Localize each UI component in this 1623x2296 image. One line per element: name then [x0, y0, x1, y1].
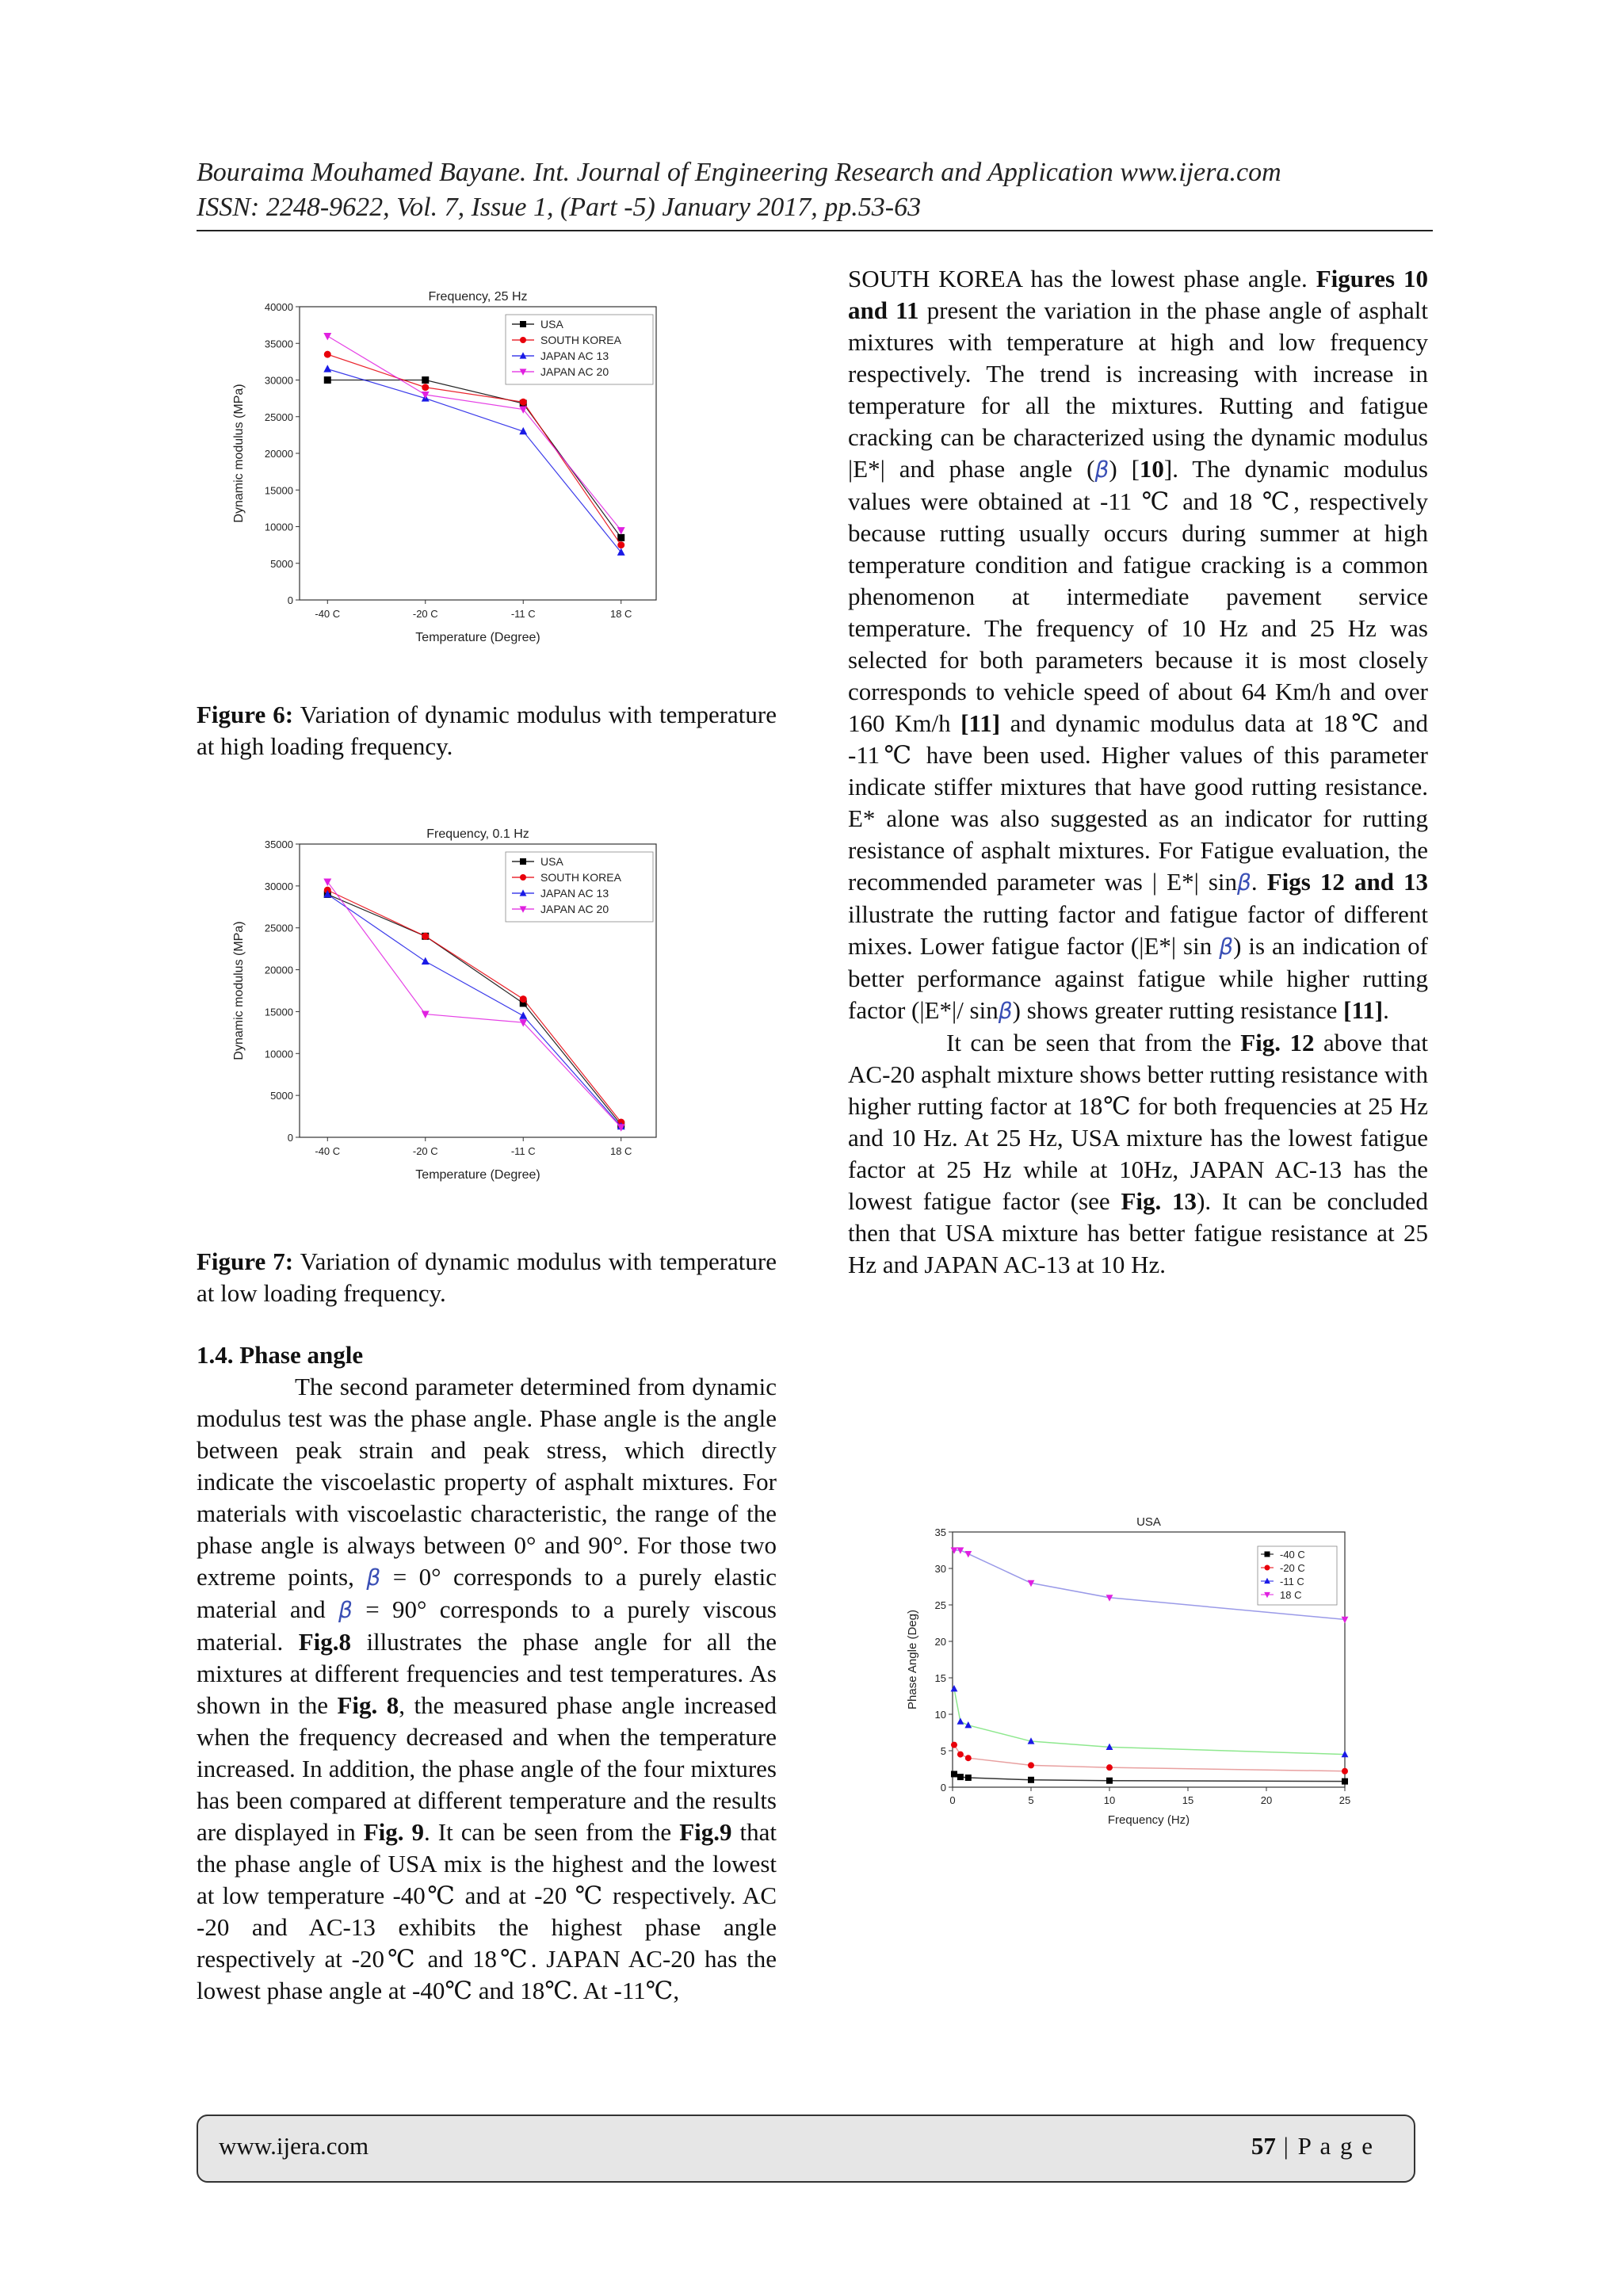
y-tick-label: 15000: [264, 484, 293, 497]
beta-symbol: β: [366, 1564, 381, 1591]
x-tick-label: 10: [1103, 1794, 1116, 1806]
text-run: ). It can be concluded then that USA mixture has better fatigue resistance at 25 Hz and JAPAN AC-13 at 10 Hz.: [848, 1187, 1428, 1278]
figure-7-caption: [197, 1246, 777, 1309]
y-tick-label: 25000: [264, 922, 293, 934]
text-run: illustrates the phase angle for all the mixtures at different frequencies and test temperatures. As shown in the: [197, 1628, 777, 1719]
legend-label: 18 C: [1280, 1589, 1302, 1601]
figure-ref: Fig.9: [679, 1818, 732, 1846]
data-point: [964, 1551, 972, 1557]
y-tick-label: 40000: [264, 301, 293, 313]
y-tick-label: 35000: [264, 338, 293, 350]
figure-6-chart: [230, 281, 737, 658]
data-point: [1342, 1617, 1349, 1623]
header-rule: [197, 230, 1433, 231]
figure-7-svg: [230, 820, 737, 1201]
data-point: [324, 376, 331, 384]
conclusion-paragraph: [848, 1027, 1428, 1281]
beta-symbol: β: [1237, 869, 1251, 896]
y-tick-label: 20: [934, 1636, 946, 1648]
data-point: [951, 1742, 957, 1748]
data-point: [520, 995, 527, 1003]
x-tick-label: -20 C: [412, 608, 438, 620]
text-run: .: [1383, 996, 1389, 1024]
y-tick-label: 0: [287, 594, 293, 606]
data-point: [965, 1775, 972, 1781]
figure-7-caption-text: Variation of dynamic modulus with temperature at low loading frequency.: [197, 1247, 777, 1307]
x-tick-label: 18 C: [609, 608, 632, 620]
data-point: [422, 933, 429, 940]
figure-ref: Figures 10 and 11: [848, 265, 1429, 324]
figure-ref: Figs 12 and 13: [1266, 868, 1428, 896]
y-axis-label: Dynamic modulus (MPa): [232, 921, 246, 1060]
data-point: [951, 1685, 958, 1691]
legend-label: -11 C: [1280, 1576, 1304, 1587]
y-tick-label: 35: [934, 1526, 946, 1538]
fit-curve: [954, 1774, 1345, 1781]
data-point: [422, 957, 430, 965]
right-column-text: [848, 263, 1428, 1281]
y-tick-label: 30000: [264, 880, 293, 892]
y-tick-label: 0: [287, 1132, 293, 1144]
legend-marker: [520, 321, 526, 327]
legend-marker: [520, 874, 526, 881]
data-point: [957, 1752, 964, 1758]
data-point: [957, 1774, 964, 1780]
running-header-line2: ISSN: 2248-9622, Vol. 7, Issue 1, (Part -5) January 2017, pp.53-63: [197, 193, 922, 222]
data-point: [519, 1011, 527, 1018]
page-number: 57: [1251, 2132, 1276, 2160]
data-point: [965, 1755, 972, 1761]
y-tick-label: 5000: [270, 557, 293, 570]
text-run: The second parameter determined from dynamic modulus test was the phase angle. Phase angle is the angle between peak strain and peak stress, which directly indicate the viscoelastic property of asphalt mixtures. For materials with viscoelastic characteristic, the range of the phase angle is always between 0° and 90°. For those two extreme points,: [197, 1373, 777, 1591]
y-tick-label: 10: [934, 1709, 946, 1721]
data-point: [1028, 1762, 1034, 1768]
x-tick-label: 0: [949, 1794, 956, 1806]
y-tick-label: 35000: [264, 839, 293, 850]
y-tick-label: 10000: [264, 1048, 293, 1060]
left-column-text: [197, 1339, 777, 2007]
citation-ref: 10: [1139, 455, 1164, 483]
figure-7-chart: [230, 820, 737, 1205]
data-point: [422, 384, 429, 391]
beta-symbol: β: [1219, 934, 1234, 960]
section-heading: 1.4. Phase angle: [197, 1341, 364, 1369]
data-point: [617, 541, 624, 548]
text-run: above that AC-20 asphalt mixture shows better rutting resistance with higher rutting factor at 18℃ for both frequencies at 25 Hz and 10 Hz. At 25 Hz, USA mixture has the lowest fatigue factor at 25 Hz while at 10Hz, JAPAN AC-13 has the lowest fatigue factor (see: [848, 1029, 1428, 1215]
legend-label: SOUTH KOREA: [540, 871, 621, 884]
y-tick-label: 5: [940, 1745, 946, 1757]
citation-ref: [11]: [960, 709, 1001, 737]
text-run: ) [: [1109, 455, 1140, 483]
x-tick-label: 15: [1182, 1794, 1194, 1806]
text-run: .: [1251, 868, 1267, 896]
data-point: [323, 333, 331, 340]
x-tick-label: 20: [1260, 1794, 1273, 1806]
text-run: = 0° corresponds to a purely elastic material and: [197, 1563, 777, 1623]
figure-6-caption-text: Variation of dynamic modulus with temperature at high loading frequency.: [197, 701, 777, 760]
data-point: [323, 365, 331, 372]
figure-6-label: Figure 6:: [197, 701, 294, 728]
data-point: [1106, 1778, 1113, 1784]
legend-label: JAPAN AC 13: [540, 887, 609, 900]
x-tick-label: -11 C: [510, 1145, 536, 1157]
y-tick-label: 30000: [264, 374, 293, 387]
text-run: and dynamic modulus data at 18℃ and -11℃ have been used. Higher values of this parameter indicate stiffer mixtures that have good rutting resistance. E* alone was also suggested as an indicator for rutting resistance of asphalt mixtures. For Fatigue evaluation, the recommended parameter was | E*| sin: [848, 709, 1428, 896]
x-tick-label: 5: [1028, 1794, 1034, 1806]
x-axis-label: Temperature (Degree): [415, 631, 540, 644]
data-point: [324, 351, 331, 358]
legend-marker: [520, 858, 526, 865]
chart-title: Frequency, 25 Hz: [428, 290, 528, 304]
series-line: [327, 894, 621, 1125]
text-run: ) is an indication of better performance against fatigue while higher rutting factor (|E*|/ sin: [848, 932, 1428, 1024]
y-tick-label: 25000: [264, 411, 293, 423]
text-run: illustrate the rutting factor and fatigue factor of different mixes. Lower fatigue factor (|E*| sin: [848, 900, 1428, 960]
phase-angle-paragraph: [197, 1371, 777, 2007]
data-point: [617, 534, 624, 541]
x-tick-label: 25: [1338, 1794, 1351, 1806]
text-run: It can be seen that from the: [946, 1029, 1241, 1056]
data-point: [1342, 1768, 1348, 1775]
running-header-line1: Bouraima Mouhamed Bayane. Int. Journal of Engineering Research and Application www.ijera.com: [197, 158, 1281, 187]
y-tick-label: 25: [934, 1599, 946, 1611]
figure-8-svg: [903, 1510, 1371, 1835]
legend-label: JAPAN AC 20: [540, 903, 609, 915]
y-tick-label: 30: [934, 1563, 946, 1575]
legend-label: USA: [540, 318, 563, 330]
x-tick-label: 18 C: [609, 1145, 632, 1157]
y-axis-label: Dynamic modulus (MPa): [232, 384, 246, 523]
figure-ref: Fig.8: [298, 1628, 352, 1656]
legend-marker: [520, 337, 526, 343]
data-point: [1342, 1778, 1348, 1785]
data-point: [1106, 1764, 1113, 1771]
chart-title: USA: [1136, 1515, 1161, 1529]
data-point: [422, 376, 429, 384]
figure-ref: Fig. 12: [1240, 1029, 1315, 1056]
x-tick-label: -11 C: [510, 608, 536, 620]
chart-title: Frequency, 0.1 Hz: [426, 827, 529, 841]
figure-8-chart: [903, 1510, 1371, 1839]
citation-ref: [11]: [1343, 996, 1384, 1024]
text-run: ]. The dynamic modulus values were obtained at -11 ℃ and 18 ℃, respectively because rutting usually occurs during summer at high temperature condition and fatigue cracking is a common phenomenon at intermediate pavement service temperature. The frequency of 10 Hz and 25 Hz was selected for both parameters because it is most closely corresponds to vehicle speed of about 64 Km/h and over 160 Km/h: [848, 455, 1428, 737]
beta-symbol: β: [338, 1597, 353, 1623]
x-tick-label: -20 C: [412, 1145, 438, 1157]
series-line: [327, 894, 621, 1126]
x-axis-label: Temperature (Degree): [415, 1168, 540, 1182]
page-suffix: | P a g e: [1275, 2132, 1374, 2160]
footer-page-number: [1251, 2132, 1374, 2160]
figure-ref: Fig. 9: [363, 1818, 425, 1846]
figure-6-caption: [197, 699, 777, 762]
text-run: = 90° corresponds to a purely viscous material.: [197, 1595, 777, 1656]
y-tick-label: 15: [934, 1672, 946, 1684]
legend-label: JAPAN AC 13: [540, 350, 609, 362]
series-line: [327, 369, 621, 552]
y-tick-label: 20000: [264, 448, 293, 460]
text-run: that the phase angle of USA mix is the highest and the lowest at low temperature -40℃ and at -20 ℃ respectively. AC -20 and AC-13 exhibits the highest phase angle respectively at -20℃ and 18℃. JAPAN AC-20 has the lowest phase angle at -40℃ and 18℃. At -11℃,: [197, 1818, 777, 2004]
legend-label: JAPAN AC 20: [540, 365, 609, 378]
legend-label: -20 C: [1280, 1562, 1305, 1574]
figure-7-label: Figure 7:: [197, 1247, 294, 1275]
y-axis-label: Phase Angle (Deg): [906, 1610, 919, 1710]
text-run: SOUTH KOREA has the lowest phase angle.: [848, 265, 1316, 292]
text-run: ) shows greater rutting resistance: [1012, 996, 1344, 1024]
page-footer: [197, 2115, 1415, 2183]
text-run: present the variation in the phase angle of asphalt mixtures with temperature at high and low frequency respectively. The trend is increasing with increase in temperature for all the mixtures. Rutting and fatigue cracking can be characterized using the dynamic modulus |E*| and phase angle (: [848, 296, 1428, 483]
legend-label: -40 C: [1280, 1549, 1305, 1561]
series-line: [327, 380, 621, 538]
beta-symbol: β: [998, 998, 1013, 1024]
legend-label: SOUTH KOREA: [540, 334, 621, 346]
figure-6-svg: [230, 281, 737, 654]
data-point: [957, 1717, 964, 1724]
x-tick-label: -40 C: [315, 608, 341, 620]
figure-ref: Fig. 13: [1121, 1187, 1197, 1215]
text-run: . It can be seen from the: [424, 1818, 680, 1846]
data-point: [1028, 1777, 1034, 1783]
data-point: [951, 1771, 957, 1777]
y-tick-label: 15000: [264, 1006, 293, 1018]
x-tick-label: -40 C: [315, 1145, 341, 1157]
x-axis-label: Frequency (Hz): [1107, 1813, 1190, 1827]
legend-label: USA: [540, 855, 563, 868]
text-run: , the measured phase angle increased when the frequency decreased and when the temperature increased. In addition, the phase angle of the four mixtures has been compared at different temperature and the results are displayed in: [197, 1691, 777, 1846]
y-tick-label: 5000: [270, 1090, 293, 1102]
fit-curve: [954, 1689, 1345, 1755]
y-tick-label: 0: [940, 1782, 946, 1794]
data-point: [520, 399, 527, 406]
y-tick-label: 10000: [264, 521, 293, 533]
footer-website: www.ijera.com: [219, 2132, 369, 2160]
data-point: [964, 1721, 972, 1728]
beta-symbol: β: [1094, 457, 1109, 483]
rutting-fatigue-paragraph: [848, 263, 1428, 1027]
y-tick-label: 20000: [264, 964, 293, 976]
figure-ref: Fig. 8: [337, 1691, 399, 1719]
